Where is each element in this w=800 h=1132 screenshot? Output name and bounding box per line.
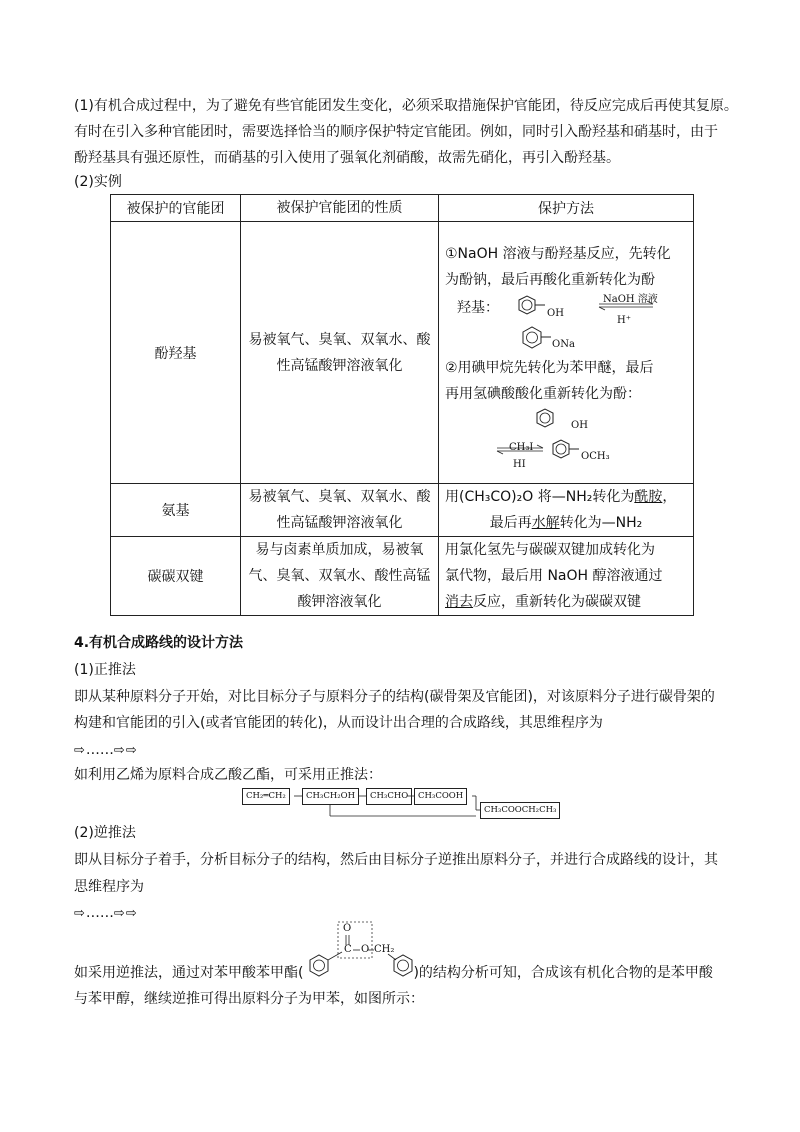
method-line: 再用氢碘酸酸化重新转化为酚： [445, 385, 641, 402]
property-line: 易被氧气、臭氧、双氧水、酸 [248, 489, 431, 505]
protection-table [110, 194, 694, 616]
intro-line-1: (1)有机合成过程中，为了避免有些官能团发生变化，必须采取措施保护官能团，待反应完成后再使其复原。 [74, 98, 738, 114]
ellipsis: …… [85, 905, 114, 921]
forward-line-1: 即从某种原料分子开始，对比目标分子与原料分子的结构(碳骨架及官能团)，对该原料分子进行碳骨架的 [74, 689, 715, 705]
intro-line-2: 有时在引入多种官能团时，需要选择恰当的顺序保护特定官能团。例如，同时引入酚羟基和硝基时，由于 [74, 124, 718, 140]
cell-method [439, 484, 694, 537]
cell-group: 氨基 [111, 484, 241, 537]
reagent-top: NaOH 溶液 [603, 293, 658, 305]
carbon-label: C [344, 944, 352, 955]
right-arrow-icon: ⇨ [125, 743, 138, 758]
answer-hydrolysis: 水解 [531, 515, 560, 531]
phenol-structure [445, 407, 687, 435]
synthesis-flow [240, 788, 560, 822]
forward-sequence [74, 737, 734, 764]
right-arrow-icon: ⇨ [113, 743, 126, 758]
right-arrow-icon: ⇨ [74, 743, 86, 758]
flow-box: CH₂═CH₂ [242, 788, 290, 805]
property-line: 性高锰酸钾溶液氧化 [276, 515, 403, 531]
forward-title: (1)正推法 [74, 662, 136, 678]
backward-line-4: 与苯甲醇，继续逆推可得出原料分子为甲苯，如图所示： [74, 991, 424, 1007]
flow-box: CH₃CHO [366, 788, 412, 805]
backward-title: (2)逆推法 [74, 825, 136, 841]
flow-box: CH₃COOH [414, 788, 467, 805]
method-text: 最后再 [489, 515, 532, 531]
method-line: 为酚钠，最后再酸化重新转化为酚 [445, 271, 655, 288]
forward-example: 如利用乙烯为原料合成乙酸乙酯，可采用正推法： [74, 767, 382, 783]
ether-o-label: O [361, 944, 370, 955]
cell-property [241, 537, 439, 616]
method-line [445, 589, 687, 615]
benzene-ring-icon [529, 407, 569, 433]
cell-group: 碳碳双键 [111, 537, 241, 616]
oh-label: OH [547, 307, 564, 319]
reagent-bottom: H⁺ [617, 314, 631, 326]
property-line: 性高锰酸钾溶液氧化 [276, 357, 403, 374]
forward-line-2: 构建和官能团的引入(或者官能团的转化)，从而设计出合理的合成路线，其思维程序为 [74, 715, 603, 731]
flow-box: CH₃CH₂OH [302, 788, 359, 805]
property-line: 易与卤素单质加成，易被氧 [255, 542, 424, 558]
cell-method [439, 537, 694, 616]
carbonyl-o-label: O [343, 923, 352, 934]
cell-method [439, 222, 694, 484]
table-header-row [111, 195, 694, 222]
answer-elimination: 消去 [445, 594, 473, 610]
method-line: ①NaOH 溶液与酚羟基反应，先转化 [445, 245, 671, 262]
property-line: 易被氧气、臭氧、双氧水、酸 [248, 331, 431, 348]
method-line: 氯代物，最后用 NaOH 醇溶液通过 [445, 568, 663, 584]
backward-example-b: )的结构分析可知，合成该有机化合物的是苯甲酸 [413, 965, 713, 981]
reaction-methylation [445, 435, 687, 470]
answer-amide: 酰胺 [634, 489, 663, 505]
section-heading: 4.有机合成路线的设计方法 [74, 635, 244, 651]
ona-label: ONa [552, 338, 575, 350]
method-line: ②用碘甲烷先转化为苯甲醚，最后 [445, 359, 654, 376]
reaction-phenol-naoh [445, 293, 687, 326]
method-line: 羟基： [457, 299, 499, 316]
backward-line-1: 即从目标分子着手，分析目标分子的结构，然后由目标分子逆推出原料分子，并进行合成路线的设计，其 [74, 852, 718, 868]
och3-label: OCH₃ [581, 450, 610, 462]
reagent-top: CH₃I [509, 441, 534, 453]
method-line: 用氯化氢先与碳碳双键加成转化为 [445, 542, 655, 558]
cell-property [241, 222, 439, 484]
method-text: 反应，重新转化为碳碳双键 [473, 594, 641, 610]
example-label: (2)实例 [74, 174, 122, 190]
backward-example-a: 如采用逆推法，通过对苯甲酸苯甲酯( [74, 965, 304, 981]
oh-label: OH [571, 419, 588, 431]
flow-arrows-icon [240, 788, 560, 822]
ellipsis: …… [85, 742, 114, 758]
reagent-bottom: HI [513, 458, 526, 470]
property-line: 酸钾溶液氧化 [297, 594, 382, 610]
benzene-ring-icon [503, 293, 693, 323]
backward-example-line [74, 960, 734, 986]
phenoxide-product [445, 323, 687, 355]
ch2-label: CH₂ [374, 944, 395, 955]
table-row [111, 537, 694, 616]
table-row [111, 484, 694, 537]
method-text: 转化为—NH₂ [559, 515, 643, 531]
cell-group: 酚羟基 [111, 222, 241, 484]
method-text: 用(CH₃CO)₂O 将—NH₂转化为 [445, 489, 635, 505]
right-arrow-icon: ⇨ [113, 906, 126, 921]
cell-property [241, 484, 439, 537]
header-group: 被保护的官能团 [111, 195, 241, 222]
method-line [445, 484, 687, 510]
backward-line-2: 思维程序为 [74, 879, 144, 895]
flow-box: CH₃COOCH₂CH₃ [480, 802, 560, 819]
intro-line-3: 酚羟基具有强还原性，而硝基的引入使用了强氧化剂硝酸，故需先硝化，再引入酚羟基。 [74, 150, 620, 166]
right-arrow-icon: ⇨ [74, 906, 86, 921]
property-line: 气、臭氧、双氧水、酸性高锰 [248, 568, 431, 584]
header-property: 被保护官能团的性质 [241, 195, 439, 222]
method-line [445, 510, 687, 536]
right-arrow-icon: ⇨ [125, 906, 138, 921]
header-method: 保护方法 [439, 195, 694, 222]
method-text: ， [662, 489, 677, 505]
table-row [111, 222, 694, 484]
